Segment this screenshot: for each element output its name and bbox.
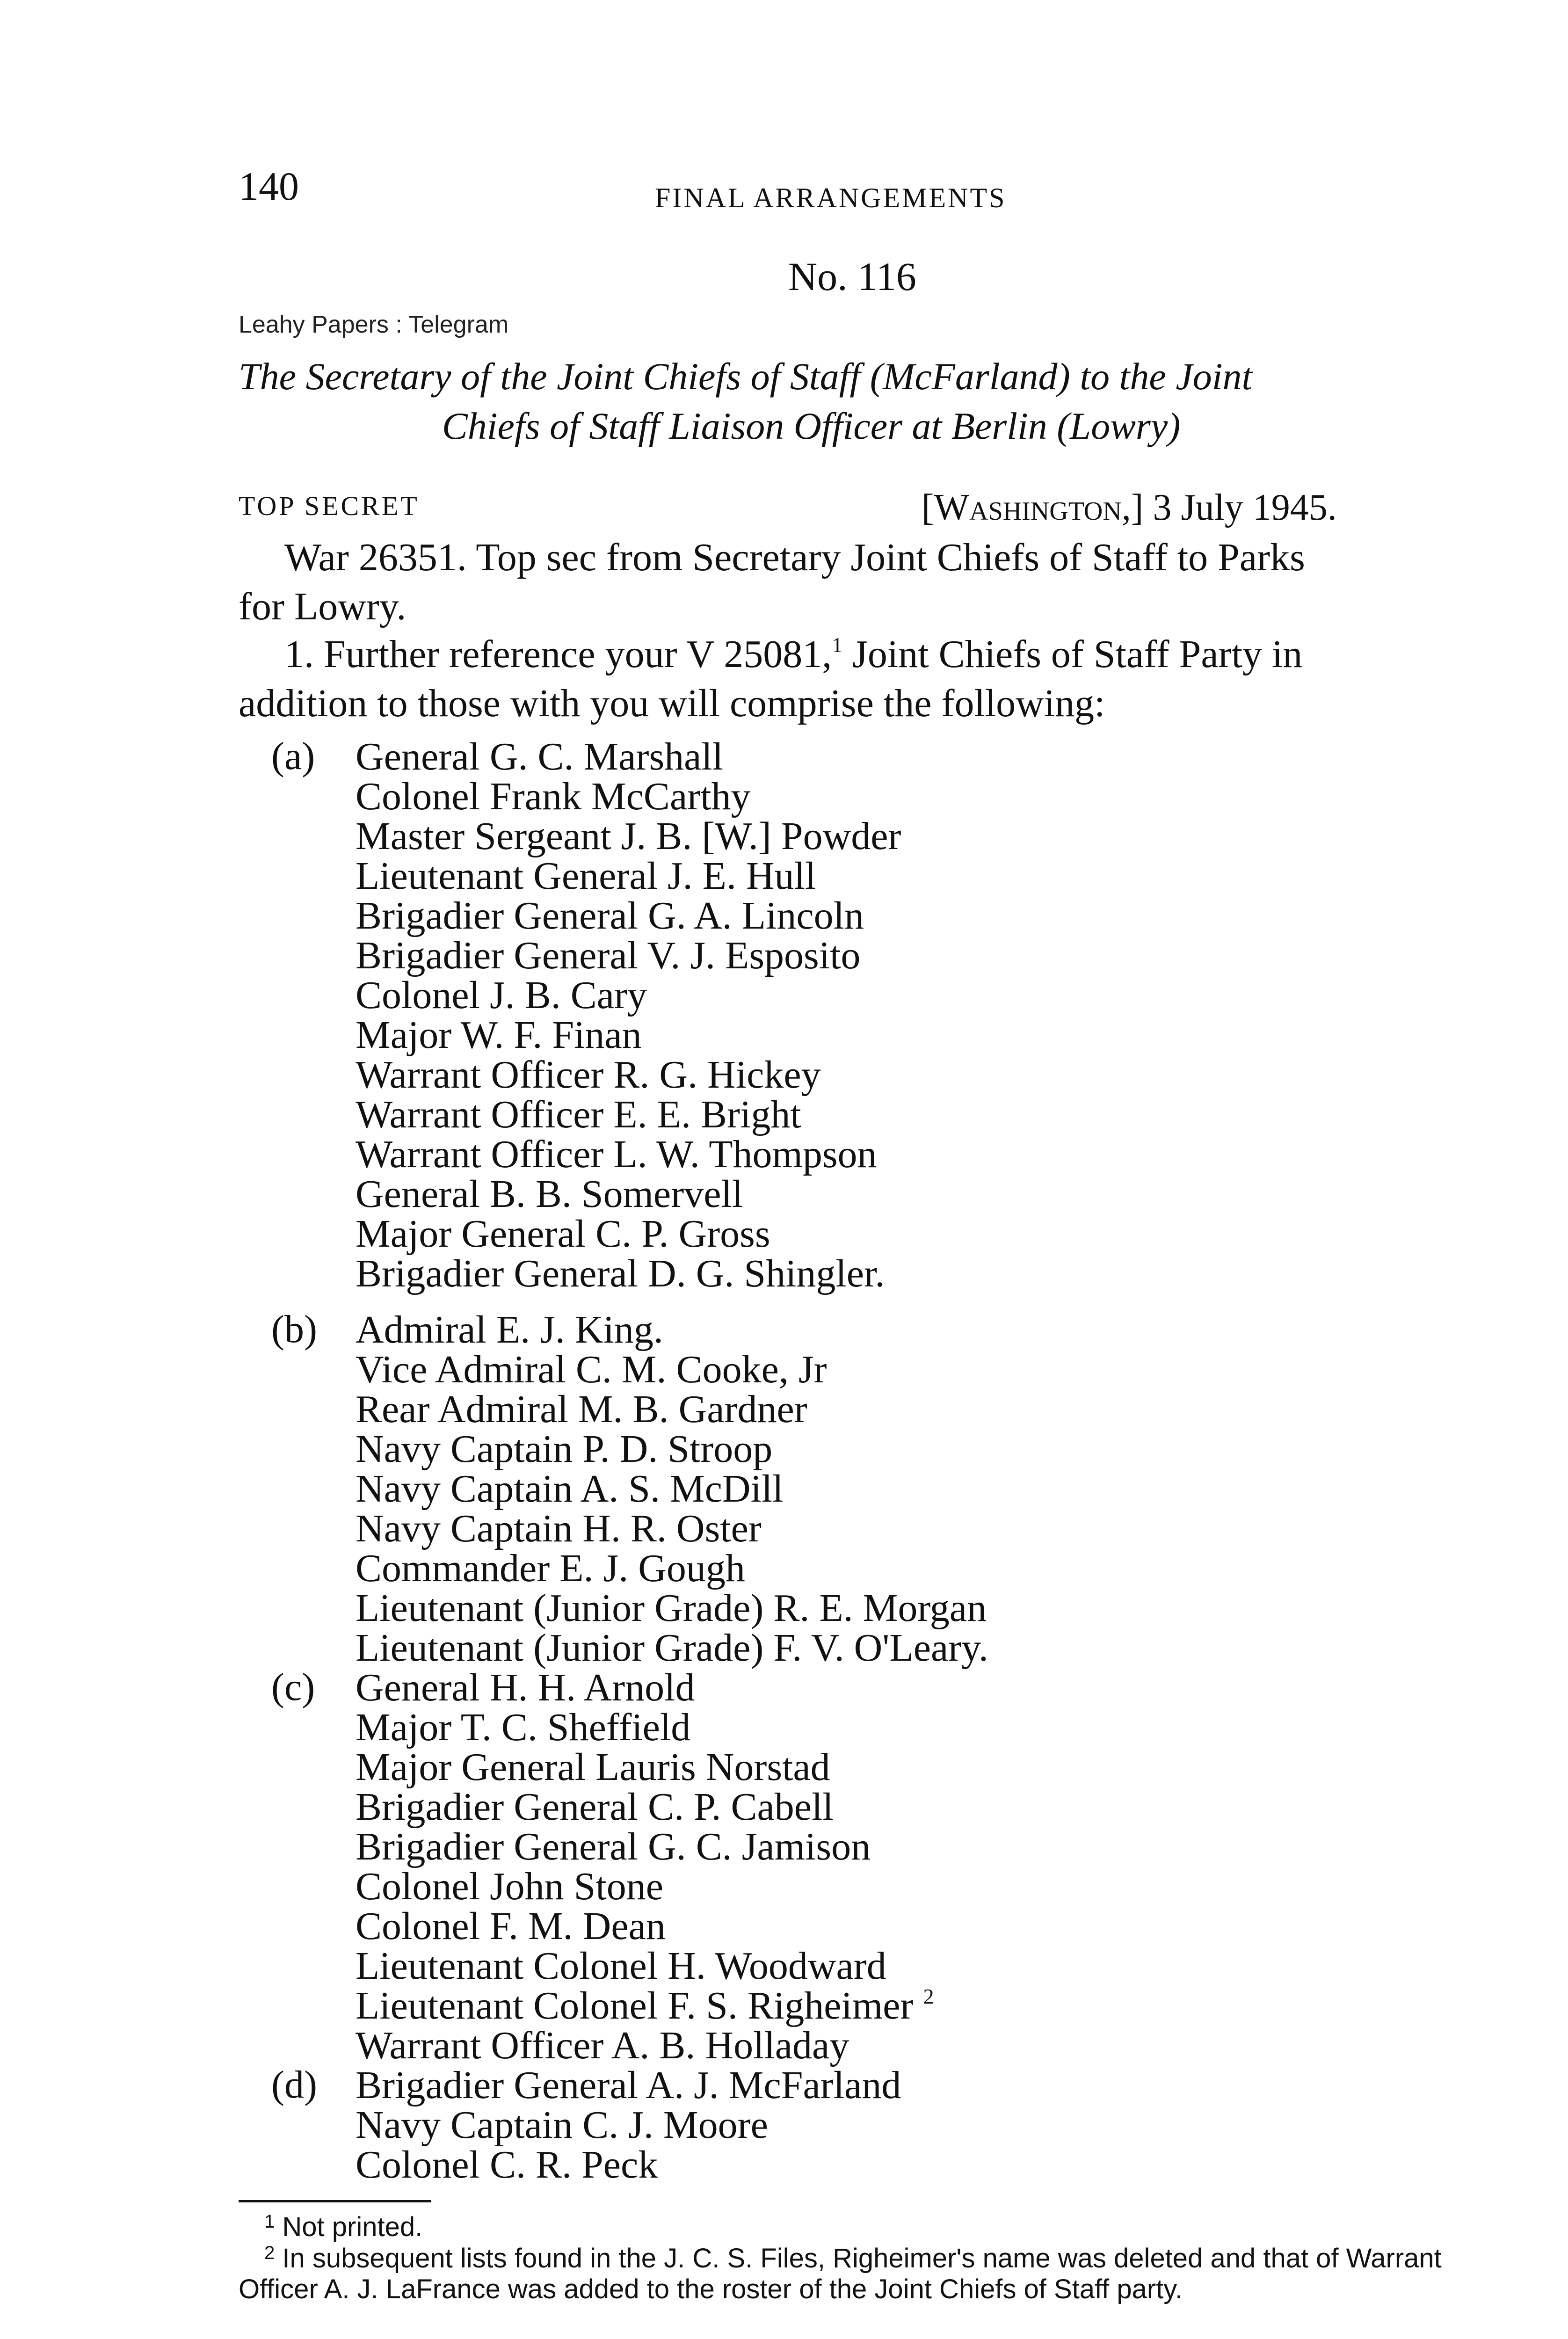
body-line-3 [284, 632, 1303, 676]
roster-name [356, 1588, 988, 1628]
roster-name-text: Lieutenant General J. E. Hull [356, 854, 816, 898]
footnote-1-text: Not printed. [282, 2212, 423, 2242]
name-list [356, 2065, 901, 2185]
roster-name-text: Navy Captain P. D. Stroop [356, 1427, 773, 1471]
footnote-rule [239, 2200, 431, 2202]
roster-name-text: Colonel John Stone [356, 1865, 664, 1908]
name-list [356, 1668, 934, 2065]
group-marker: (c) [271, 1665, 315, 1709]
document-title-line-1: The Secretary of the Joint Chiefs of Staff (McFarland) to the Joint [239, 355, 1253, 398]
dateline-place: [Washington,] [922, 487, 1144, 528]
footnote-2 [239, 2243, 1492, 2305]
roster-name-text: Brigadier General D. G. Shingler. [356, 1252, 885, 1295]
roster-name [356, 2026, 934, 2065]
roster-name-text: Vice Admiral C. M. Cooke, Jr [356, 1348, 827, 1391]
roster-name [356, 1134, 901, 1174]
roster-name-text: Warrant Officer A. B. Holladay [356, 2024, 849, 2067]
roster-name-text: Admiral E. J. King. [356, 1308, 663, 1351]
roster-name-text: Brigadier General C. P. Cabell [356, 1785, 834, 1829]
roster-name [356, 1668, 934, 1707]
roster-name-text: Rear Admiral M. B. Gardner [356, 1387, 807, 1431]
dateline-date: 3 July 1945. [1153, 487, 1337, 528]
roster-name-text: Major T. C. Sheffield [356, 1706, 691, 1749]
roster-name-text: Major W. F. Finan [356, 1013, 642, 1057]
roster-name-text: General G. C. Marshall [356, 735, 724, 778]
footnote-reference-1: 1 [832, 633, 843, 657]
roster-name [356, 2145, 901, 2185]
roster-name-text: Master Sergeant J. B. [W.] Powder [356, 814, 901, 858]
roster-name [356, 1827, 934, 1867]
roster-name [356, 1946, 934, 1986]
roster-name-text: Major General Lauris Norstad [356, 1745, 830, 1789]
roster-name-text: Warrant Officer E. E. Bright [356, 1093, 801, 1136]
roster-name-text: Colonel J. B. Cary [356, 973, 647, 1017]
roster-name-text: Lieutenant (Junior Grade) R. E. Morgan [356, 1586, 987, 1630]
roster-name [356, 1707, 934, 1747]
roster-name [356, 1747, 934, 1787]
name-list [356, 1310, 988, 1668]
roster-name [356, 1350, 988, 1389]
roster-name [356, 1389, 988, 1429]
roster-name [356, 816, 901, 856]
document-title-line-2: Chiefs of Staff Liaison Officer at Berlin (Lowry) [442, 405, 1181, 447]
body-line-4: addition to those with you will comprise the following: [239, 682, 1105, 725]
roster-name [356, 936, 901, 975]
roster-name [356, 1509, 988, 1548]
roster-name [356, 1628, 988, 1668]
footnote-2-text: In subsequent lists found in the J. C. S. Files, Righeimer's name was deleted and that of Warrant Officer A. J. LaFrance was added to the roster of the Joint Chiefs of Staff party. [239, 2243, 1442, 2304]
roster-name-text: Major General C. P. Gross [356, 1212, 770, 1256]
roster-name-text: Warrant Officer R. G. Hickey [356, 1053, 821, 1097]
roster-name [356, 777, 901, 816]
running-head: FINAL ARRANGEMENTS [655, 182, 1007, 213]
roster-name-text: Brigadier General G. C. Jamison [356, 1825, 871, 1868]
group-marker: (a) [271, 734, 315, 778]
roster-name [356, 856, 901, 896]
roster-name [356, 1095, 901, 1134]
roster-name [356, 1214, 901, 1254]
footnote-1 [264, 2212, 422, 2243]
roster-name-text: Lieutenant Colonel H. Woodward [356, 1944, 886, 1988]
roster-name [356, 1055, 901, 1095]
group-marker: (d) [271, 2063, 317, 2107]
footnote-1-mark: 1 [264, 2211, 275, 2232]
roster-name [356, 1867, 934, 1906]
roster-name-text: Navy Captain A. S. McDill [356, 1467, 784, 1511]
roster-name [356, 1986, 934, 2026]
body-line-1: War 26351. Top sec from Secretary Joint Chiefs of Staff to Parks [284, 536, 1305, 579]
roster-name-text: Navy Captain C. J. Moore [356, 2103, 768, 2147]
body-line-3-end: Joint Chiefs of Staff Party in [842, 632, 1303, 676]
roster-name [356, 1469, 988, 1509]
roster-name-text: Colonel Frank McCarthy [356, 775, 751, 818]
roster-name [356, 1429, 988, 1469]
roster-name [356, 2065, 901, 2105]
page-number: 140 [239, 164, 299, 209]
roster-name-text: Navy Captain H. R. Oster [356, 1507, 762, 1550]
roster-name [356, 1174, 901, 1214]
body-line-3-start: 1. Further reference your V 25081, [284, 632, 832, 676]
document-number: No. 116 [788, 254, 916, 299]
source-line: Leahy Papers : Telegram [239, 311, 509, 338]
roster-name-text: General H. H. Arnold [356, 1666, 695, 1709]
footnote-reference-2: 2 [923, 1984, 934, 2008]
roster-name-text: Lieutenant (Junior Grade) F. V. O'Leary. [356, 1626, 988, 1670]
footnote-2-mark: 2 [264, 2243, 275, 2263]
dateline [922, 489, 1337, 526]
roster-name-text: Brigadier General V. J. Esposito [356, 934, 861, 977]
roster-name [356, 1787, 934, 1827]
roster-name [356, 1254, 901, 1293]
group-marker: (b) [271, 1308, 317, 1351]
roster-name [356, 975, 901, 1015]
roster-name-text: Commander E. J. Gough [356, 1547, 745, 1590]
body-line-2: for Lowry. [239, 585, 407, 628]
roster-name [356, 2105, 901, 2145]
roster-name [356, 1548, 988, 1588]
roster-name-text: Brigadier General G. A. Lincoln [356, 894, 864, 937]
roster-name-text: Warrant Officer L. W. Thompson [356, 1133, 877, 1176]
roster-name [356, 737, 901, 777]
classification-label: TOP SECRET [239, 491, 420, 521]
roster-name-text: Lieutenant Colonel F. S. Righeimer [356, 1984, 914, 2027]
roster-name-text: Colonel F. M. Dean [356, 1904, 666, 1948]
roster-name-text: Brigadier General A. J. McFarland [356, 2063, 901, 2107]
roster-name [356, 1906, 934, 1946]
roster-name [356, 896, 901, 936]
name-list [356, 737, 901, 1293]
roster-name-text: General B. B. Somervell [356, 1172, 743, 1216]
roster-name [356, 1310, 988, 1350]
roster-name-text: Colonel C. R. Peck [356, 2143, 658, 2186]
roster-name [356, 1015, 901, 1055]
